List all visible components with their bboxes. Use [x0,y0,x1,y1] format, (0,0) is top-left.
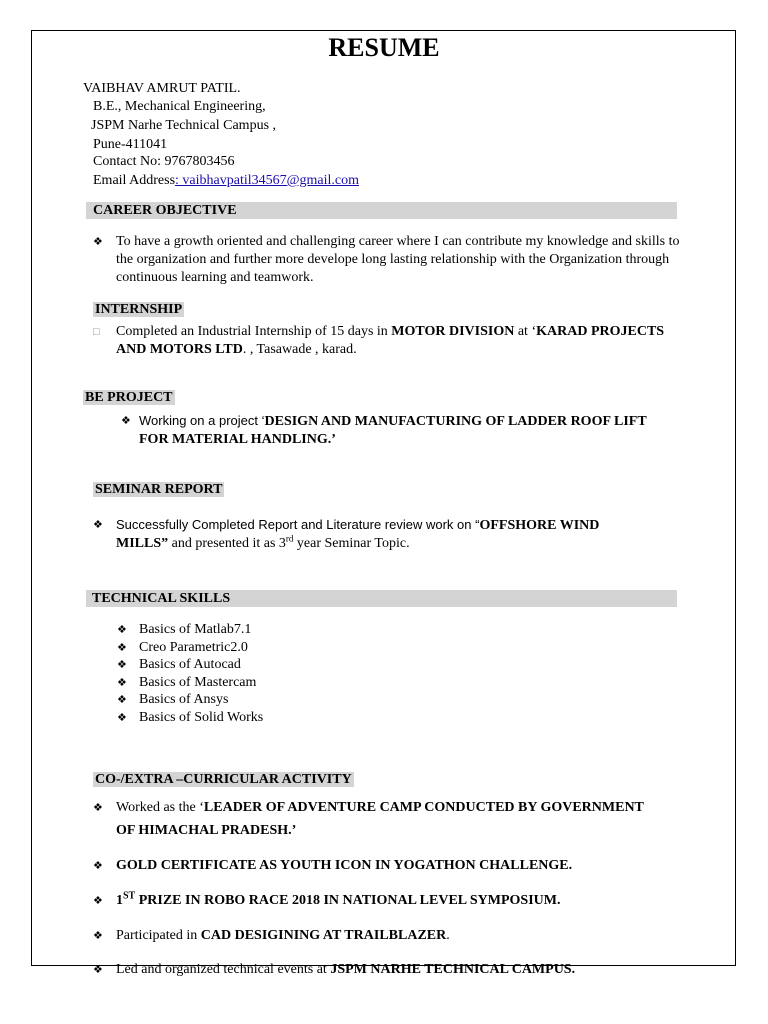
skill-item: Basics of Autocad [139,657,241,672]
seminar-heading: SEMINAR REPORT [95,482,223,497]
technical-skills-heading: TECHNICAL SKILLS [92,591,231,606]
career-objective-heading: CAREER OBJECTIVE [93,203,237,218]
be-project-text: Working on a project ‘DESIGN AND MANUFACTURING OF LADDER ROOF LIFT FOR MATERIAL HANDLING.’ [139,413,647,447]
activity-item: Worked as the ‘LEADER OF ADVENTURE CAMP CONDUCTED BY GOVERNMENT [116,800,644,815]
college: JSPM Narhe Technical Campus , [91,118,277,133]
diamond-bullet-icon: ❖ [93,236,103,248]
diamond-bullet-icon: ❖ [93,519,103,531]
activity-item: Participated in CAD DESIGINING AT TRAILBLAZER. [116,928,450,943]
diamond-bullet-icon: ❖ [93,895,103,907]
diamond-bullet-icon: ❖ [117,677,127,689]
project-title: DESIGN AND MANUFACTURING OF LADDER ROOF LIFT FOR MATERIAL HANDLING.’ [139,414,647,447]
activity-item: 1ST PRIZE IN ROBO RACE 2018 IN NATIONAL LEVEL SYMPOSIUM. [116,890,561,908]
motor-division: MOTOR DIVISION [391,324,515,339]
name: VAIBHAV AMRUT PATIL. [83,81,241,96]
diamond-bullet-icon: ❖ [117,694,127,706]
activities-heading: CO-/EXTRA –CURRICULAR ACTIVITY [95,772,352,787]
activity-item: Led and organized technical events at JSPM NARHE TECHNICAL CAMPUS. [116,962,576,977]
internship-text: Completed an Industrial Internship of 15 days in MOTOR DIVISION at ‘KARAD PROJECTS AND MOTORS LTD. , Tasawade , karad. [116,324,665,357]
diamond-bullet-icon: ❖ [121,415,131,427]
diamond-bullet-icon: ❖ [93,802,103,814]
career-objective-text: To have a growth oriented and challenging career where I can contribute my knowledge and skills to the organization and further more develope long lasting relationship with the Organization through continuous learning and teamwork. [116,234,680,285]
empty-box-bullet-icon: □ [93,326,100,338]
company-name: KARAD PROJECTS AND MOTORS LTD [116,324,665,357]
seminar-text: Successfully Completed Report and Literature review work on “OFFSHORE WIND MILLS” and presented it as 3rd year Seminar Topic. [116,517,600,551]
diamond-bullet-icon: ❖ [93,964,103,976]
diamond-bullet-icon: ❖ [117,712,127,724]
internship-heading: INTERNSHIP [95,302,183,317]
resume-title: RESUME [328,33,440,62]
seminar-topic: OFFSHORE WIND MILLS” [116,518,600,551]
skill-item: Basics of Solid Works [139,710,264,725]
activity-item-continued: OF HIMACHAL PRADESH.’ [116,823,297,838]
skill-item: Creo Parametric2.0 [139,640,248,655]
skill-item: Basics of Ansys [139,692,229,707]
skill-item: Basics of Matlab7.1 [139,622,252,637]
diamond-bullet-icon: ❖ [117,642,127,654]
email-link[interactable]: : vaibhavpatil34567@gmail.com [175,173,360,188]
activity-item: GOLD CERTIFICATE AS YOUTH ICON IN YOGATHON CHALLENGE. [116,858,573,873]
diamond-bullet-icon: ❖ [117,624,127,636]
email-label: Email Address [93,173,176,188]
skill-item: Basics of Mastercam [139,675,257,690]
be-project-heading: BE PROJECT [85,390,173,405]
diamond-bullet-icon: ❖ [93,930,103,942]
diamond-bullet-icon: ❖ [117,659,127,671]
city: Pune-411041 [93,137,168,152]
degree: B.E., Mechanical Engineering, [93,99,266,114]
email-line [93,172,359,189]
diamond-bullet-icon: ❖ [93,860,103,872]
contact-number: Contact No: 9767803456 [93,154,235,169]
